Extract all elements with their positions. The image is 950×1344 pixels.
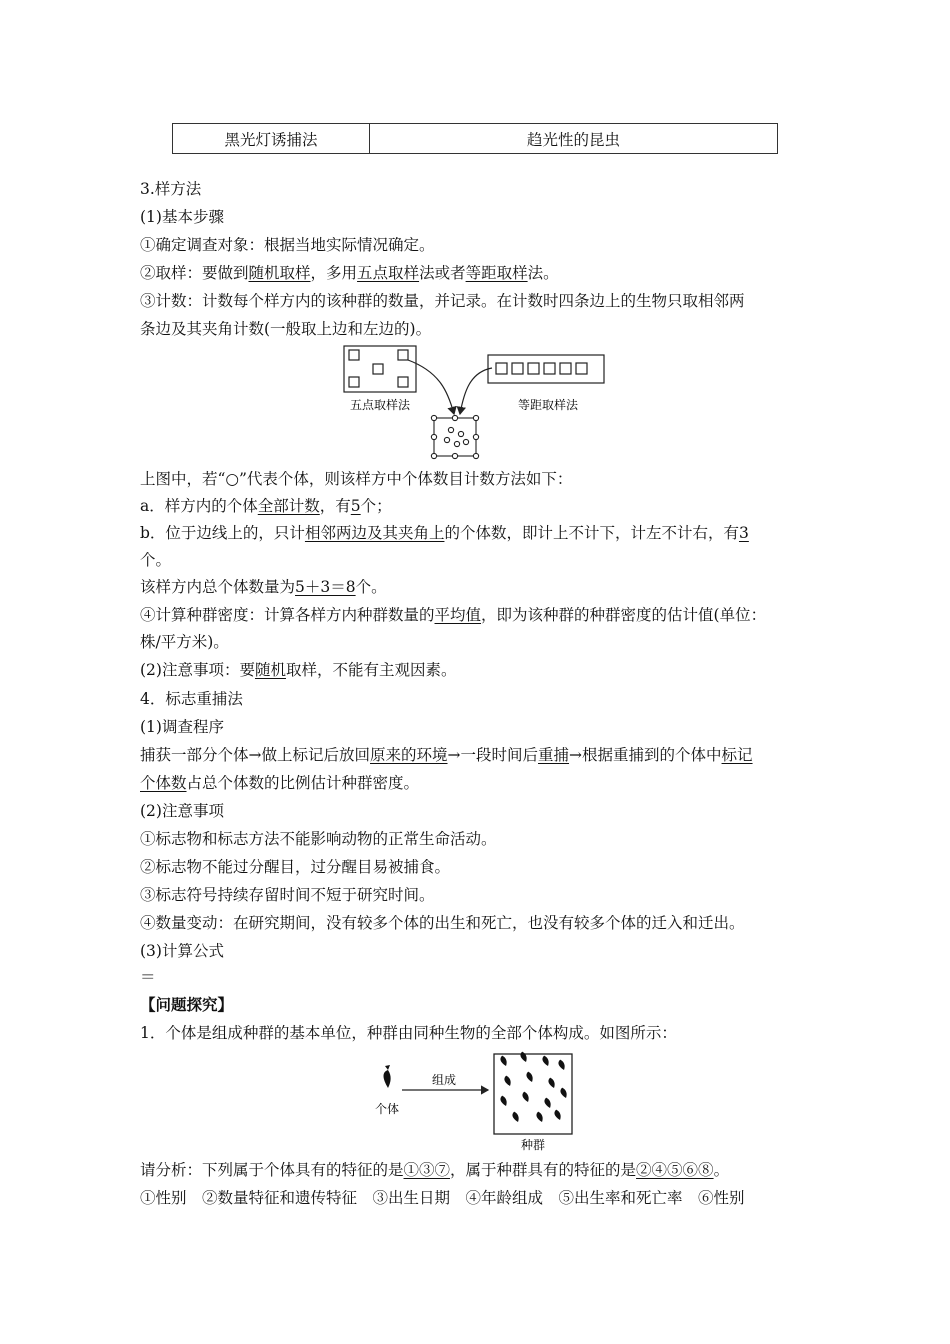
note-1: ①标志物和标志方法不能影响动物的正常生命活动。 — [140, 830, 497, 848]
subheading-procedure: (1)调查程序 — [140, 718, 224, 736]
equidistant-label: 等距取样法 — [517, 398, 579, 412]
question-1: 1．个体是组成种群的基本单位，种群由同种生物的全部个体构成。如图所示： — [140, 1024, 677, 1042]
table-cell: 趋光性的昆虫 — [370, 124, 778, 154]
count-rule-b-cont: 个。 — [140, 551, 172, 569]
step-3-line-2: 条边及其夹角计数(一般取上边和左边的)。 — [140, 320, 432, 338]
note-4: ④数量变动：在研究期间，没有较多个体的出生和死亡，也没有较多个体的迁入和迁出。 — [140, 914, 745, 932]
fish-icon — [384, 1065, 391, 1088]
compose-label: 组成 — [431, 1073, 457, 1087]
explore-title: 【问题探究】 — [140, 996, 234, 1014]
count-rule-b: b．位于边线上的，只计相邻两边及其夹角上的个体数，即计上不计下，计左不计右，有3 — [140, 524, 749, 542]
step-4-line-1: ④计算种群密度：计算各样方内种群数量的平均值，即为该种群的种群密度的估计值(单位： — [140, 606, 767, 624]
step-4-line-2: 株/平方米)。 — [140, 633, 229, 651]
table-cell: 黑光灯诱捕法 — [173, 124, 370, 154]
arrow-icon — [460, 368, 492, 414]
subheading-basic-steps: (1)基本步骤 — [140, 208, 224, 226]
counting-intro: 上图中，若“○”代表个体，则该样方中个体数目计数方法如下： — [140, 470, 573, 488]
subheading-notes: (2)注意事项 — [140, 802, 224, 820]
sampling-notes: (2)注意事项：要随机取样，不能有主观因素。 — [140, 661, 457, 679]
step-1: ①确定调查对象：根据当地实际情况确定。 — [140, 236, 435, 254]
population-label: 种群 — [520, 1138, 546, 1152]
step-2: ②取样：要做到随机取样，多用五点取样法或者等距取样法。 — [140, 264, 559, 282]
five-point-sample-box — [344, 346, 416, 392]
individual-population-diagram — [360, 1050, 580, 1152]
count-rule-a: a．样方内的个体全部计数，有5个； — [140, 497, 392, 515]
individual-label: 个体 — [374, 1102, 400, 1116]
note-2: ②标志物不能过分醒目，过分醒目易被捕食。 — [140, 858, 451, 876]
question-2: 请分析：下列属于个体具有的特征的是①③⑦，属于种群具有的特征的是②④⑤⑥⑧。 — [140, 1161, 730, 1179]
options: ①性别 ②数量特征和遗传特征 ③出生日期 ④年龄组成 ⑤出生率和死亡率 ⑥性别 — [140, 1189, 745, 1207]
section-3-title: 3.样方法 — [140, 180, 202, 198]
quadrat-detail — [431, 415, 478, 458]
total-count: 该样方内总个体数量为5＋3＝8个。 — [140, 578, 387, 596]
equidistant-sample-box — [488, 355, 604, 383]
note-3: ③标志符号持续存留时间不短于研究时间。 — [140, 886, 435, 904]
five-point-label: 五点取样法 — [349, 398, 411, 412]
procedure-line-2: 个体数占总个体数的比例估计种群密度。 — [140, 774, 420, 792]
subheading-formula: (3)计算公式 — [140, 942, 224, 960]
sampling-methods-diagram — [340, 342, 612, 460]
procedure-line-1: 捕获一部分个体→做上标记后放回原来的环境→一段时间后重捕→根据重捕到的个体中标记 — [140, 746, 753, 764]
step-3-line-1: ③计数：计数每个样方内的该种群的数量，并记录。在计数时四条边上的生物只取相邻两 — [140, 292, 745, 310]
table-row — [173, 124, 778, 154]
formula: ＝ — [140, 968, 156, 986]
method-table — [172, 123, 778, 154]
section-4-title: 4．标志重捕法 — [140, 690, 243, 708]
